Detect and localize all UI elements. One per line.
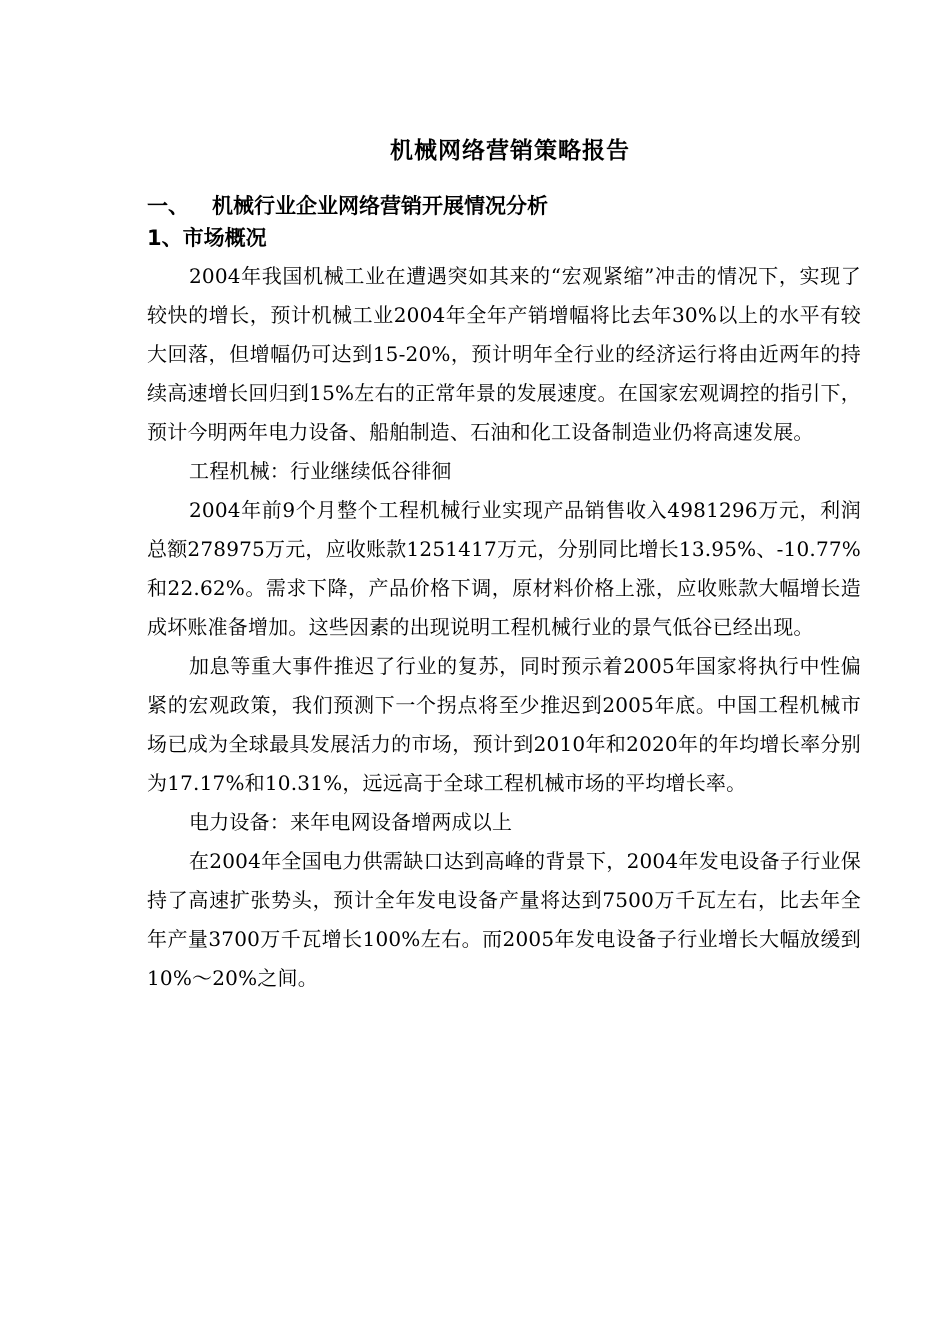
- paragraph-overview: 2004年我国机械工业在遭遇突如其来的“宏观紧缩”冲击的情况下，实现了较快的增长，预计机械工业2004年全年产销增幅将比去年30%以上的水平有较大回落，但增幅仍可达到15-20%，预计明年全行业的经济运行将由近两年的持续高速增长回归到15%左右的正常年景的发展速度。在国家宏观调控的指引下，预计今明两年电力设备、船舶制造、石油和化工设备制造业仍将高速发展。: [147, 264, 861, 444]
- body-text: [147, 257, 861, 998]
- paragraph-power-stats: 在2004年全国电力供需缺口达到高峰的背景下，2004年发电设备子行业保持了高速扩张势头，预计全年发电设备产量将达到7500万千瓦左右，比去年全年产量3700万千瓦增长100%左右。而2005年发电设备子行业增长大幅放缓到10%～20%之间。: [147, 849, 861, 990]
- section-title: 机械行业企业网络营销开展情况分析: [212, 194, 548, 218]
- section-heading: [147, 190, 548, 222]
- paragraph-construction-outlook: 加息等重大事件推迟了行业的复苏，同时预示着2005年国家将执行中性偏紧的宏观政策，我们预测下一个拐点将至少推迟到2005年底。中国工程机械市场已成为全球最具发展活力的市场，预计到2010年和2020年的年均增长率分别为17.17%和10.31%，远远高于全球工程机械市场的平均增长率。: [147, 654, 861, 795]
- paragraph-power-heading: 电力设备：来年电网设备增两成以上: [189, 810, 513, 834]
- paragraph-construction-heading: 工程机械：行业继续低谷徘徊: [189, 459, 452, 483]
- page-title: 机械网络营销策略报告: [390, 137, 630, 164]
- section-number: 一、: [147, 194, 189, 218]
- subsection-heading: 1、市场概况: [147, 226, 267, 250]
- paragraph-construction-stats: 2004年前9个月整个工程机械行业实现产品销售收入4981296万元，利润总额278975万元，应收账款1251417万元，分别同比增长13.95%、-10.77%和22.62%。需求下降，产品价格下调，原材料价格上涨，应收账款大幅增长造成坏账准备增加。这些因素的出现说明工程机械行业的景气低谷已经出现。: [147, 498, 861, 639]
